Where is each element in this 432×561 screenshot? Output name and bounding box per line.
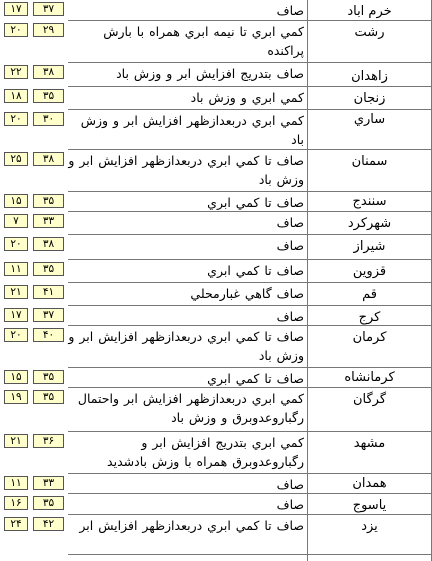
max-temp-cell: ۳۷: [33, 2, 64, 16]
min-temp-cell: ۲۱: [4, 285, 28, 299]
table-row: [0, 283, 432, 306]
condition-cell: کمي ابري دربعدازظهر افزايش ابر و وزش باد: [80, 113, 304, 147]
min-temp-cell: ۲۰: [4, 23, 28, 37]
table-row: [0, 21, 432, 63]
max-temp-cell: ۳۵: [33, 194, 64, 208]
city-cell: کرمان: [352, 330, 387, 345]
condition-cell: صاف تا کمي ابري: [207, 195, 304, 210]
city-cell: يزد: [361, 519, 378, 534]
max-temp-cell: ۳۸: [33, 237, 64, 251]
table-row: [0, 306, 432, 326]
row-divider: [68, 554, 432, 555]
table-row: [0, 388, 432, 432]
city-cell: مشهد: [353, 436, 386, 451]
condition-cell: کمي ابري بتدريج افزايش ابر و رگباروعدوبرق همراه با وزش بادشديد: [107, 435, 304, 469]
max-temp-cell: ۳۵: [33, 390, 64, 404]
condition-cell: صاف گاهي غبارمحلي: [190, 286, 304, 301]
max-temp-cell: ۳۳: [33, 476, 64, 490]
city-cell: شهرکرد: [347, 216, 392, 231]
min-temp-cell: ۱۶: [4, 496, 28, 510]
city-cell: همدان: [352, 476, 387, 491]
city-cell: ساري: [353, 112, 386, 127]
condition-cell: صاف بتدريج افزايش ابر و وزش باد: [116, 66, 304, 81]
table-row: [0, 368, 432, 388]
table-row: [0, 474, 432, 494]
max-temp-cell: ۳۵: [33, 496, 64, 510]
condition-cell: صاف: [276, 3, 304, 18]
condition-cell: صاف: [276, 309, 304, 324]
city-cell: شيراز: [353, 239, 386, 254]
min-temp-cell: ۲۰: [4, 328, 28, 342]
max-temp-cell: ۳۵: [33, 89, 64, 103]
max-temp-cell: ۴۰: [33, 328, 64, 342]
condition-cell: صاف: [276, 238, 304, 253]
table-row: [0, 326, 432, 368]
city-cell: قزوين: [352, 264, 387, 279]
max-temp-cell: ۳۷: [33, 308, 64, 322]
city-cell: ياسوج: [352, 498, 387, 513]
city-cell: سمنان: [351, 154, 388, 169]
table-row: [0, 515, 432, 555]
city-cell: سنندج: [352, 194, 387, 209]
table-row: [0, 87, 432, 110]
table-row: [0, 150, 432, 192]
city-cell: گرگان: [352, 392, 387, 407]
table-row: [0, 432, 432, 474]
condition-cell: صاف: [276, 477, 304, 492]
city-cell: رشت: [354, 25, 385, 40]
min-temp-cell: ۲۰: [4, 112, 28, 126]
min-temp-cell: ۷: [4, 214, 28, 228]
min-temp-cell: ۱۱: [4, 262, 28, 276]
min-temp-cell: ۱۷: [4, 308, 28, 322]
city-cell: خرم اباد: [347, 4, 392, 19]
table-row: [0, 0, 432, 21]
table-row: [0, 192, 432, 212]
max-temp-cell: ۴۲: [33, 517, 64, 531]
min-temp-cell: ۲۱: [4, 434, 28, 448]
min-temp-cell: ۲۵: [4, 152, 28, 166]
min-temp-cell: ۱۹: [4, 390, 28, 404]
max-temp-cell: ۳۶: [33, 434, 64, 448]
condition-cell: صاف تا کمي ابري دربعدازظهر افزايش ابر و وزش باد: [68, 153, 304, 187]
min-temp-cell: ۱۵: [4, 194, 28, 208]
condition-cell: کمي ابري و وزش باد: [190, 90, 304, 105]
city-cell: قم: [362, 287, 377, 302]
max-temp-cell: ۲۹: [33, 23, 64, 37]
max-temp-cell: ۳۵: [33, 370, 64, 384]
min-temp-cell: ۲۰: [4, 237, 28, 251]
min-temp-cell: ۱۸: [4, 89, 28, 103]
city-cell: زاهدان: [351, 69, 388, 84]
condition-cell: صاف: [276, 497, 304, 512]
table-row: [0, 235, 432, 260]
max-temp-cell: ۳۸: [33, 152, 64, 166]
table-row: [0, 212, 432, 235]
table-row: [0, 110, 432, 150]
condition-cell: صاف تا کمي ابري دربعدازظهر افزايش ابر و وزش باد: [68, 329, 304, 363]
min-temp-cell: ۱۱: [4, 476, 28, 490]
table-row: [0, 63, 432, 87]
max-temp-cell: ۳۵: [33, 262, 64, 276]
column-divider: [307, 0, 308, 561]
condition-cell: صاف تا کمي ابري: [207, 371, 304, 386]
min-temp-cell: ۱۵: [4, 370, 28, 384]
city-cell: کرج: [358, 310, 381, 325]
condition-cell: کمي ابري تا نيمه ابري همراه با بارش پراکنده: [103, 24, 304, 58]
min-temp-cell: ۱۷: [4, 2, 28, 16]
max-temp-cell: ۳۳: [33, 214, 64, 228]
min-temp-cell: ۲۴: [4, 517, 28, 531]
condition-cell: کمي ابري دربعدازظهر افزايش ابر واحتمال رگباروعدوبرق و وزش باد: [77, 391, 304, 425]
max-temp-cell: ۳۰: [33, 112, 64, 126]
table-row: [0, 494, 432, 515]
table-row: [0, 260, 432, 283]
max-temp-cell: ۴۱: [33, 285, 64, 299]
condition-cell: صاف تا کمي ابري دربعدازظهر افزايش ابر: [79, 518, 304, 533]
min-temp-cell: ۲۲: [4, 65, 28, 79]
condition-cell: صاف تا کمي ابري: [207, 263, 304, 278]
condition-cell: صاف: [276, 215, 304, 230]
max-temp-cell: ۳۸: [33, 65, 64, 79]
city-cell: زنجان: [353, 91, 386, 106]
city-cell: کرمانشاه: [344, 370, 395, 385]
